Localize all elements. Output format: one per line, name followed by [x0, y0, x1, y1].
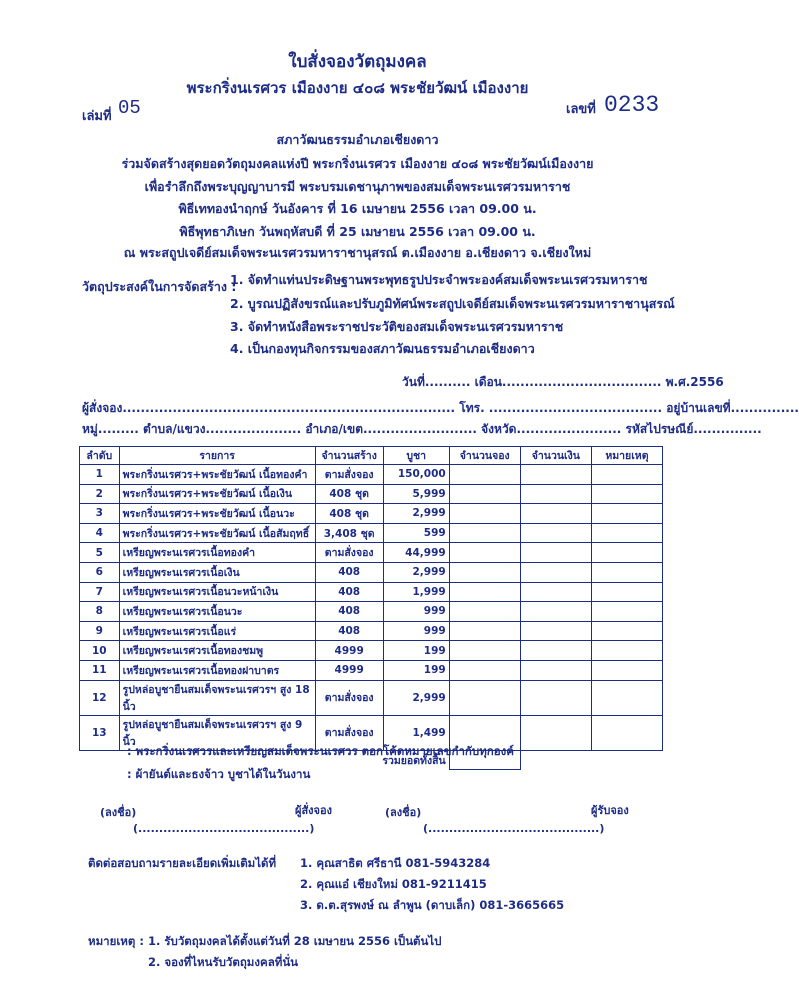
row-item-name: รูปหล่อบูชายืนสมเด็จพระนเรศวรฯ สูง 18 นิ้ว [119, 680, 315, 715]
purpose-item-3: 3. จัดทำหนังสือพระราชประวัติของสมเด็จพระนเรศวรมหาราช [230, 319, 564, 334]
row-remark-cell[interactable] [591, 465, 662, 485]
row-remark-cell[interactable] [591, 562, 662, 582]
row-remark-cell[interactable] [591, 543, 662, 563]
row-item-name: เหรียญพระนเรศวรเนื้อทองคำ [119, 543, 315, 563]
row-production-qty: 4999 [315, 660, 383, 680]
date-field[interactable]: วันที่.......... เดือน................................... พ.ศ.2556 [402, 375, 724, 389]
row-amount-cell[interactable] [520, 465, 591, 485]
purpose-item-4: 4. เป็นกองทุนกิจกรรมของสภาวัฒนธรรมอำเภอเชียงดาว [230, 341, 535, 356]
remark-2: 2. จองที่ไหนรับวัตถุมงคลที่นั่น [148, 955, 299, 969]
row-number: 5 [80, 543, 120, 563]
row-amount-cell[interactable] [520, 621, 591, 641]
row-price: 1,499 [383, 715, 449, 750]
table-row [80, 543, 663, 563]
document-number-label: เลขที่ [566, 102, 596, 117]
column-header-no: ลำดับ [80, 447, 120, 465]
book-number-label: เล่มที่ [82, 109, 112, 124]
row-item-name: เหรียญพระนเรศวรเนื้อทองชมพู [119, 641, 315, 661]
purpose-item-2: 2. บูรณปฏิสังขรณ์และปรับภูมิทัศน์พระสถูปเจดีย์สมเด็จพระนเรศวรมหาราชานุสรณ์ [230, 296, 675, 311]
row-price: 199 [383, 660, 449, 680]
row-item-name: พระกริ่งนเรศวร+พระชัยวัฒน์ เนื้อสัมฤทธิ์ [119, 523, 315, 543]
row-item-name: รูปหล่อบูชายืนสมเด็จพระนเรศวรฯ สูง 9 นิ้ว [119, 715, 315, 750]
row-booked-qty-cell[interactable] [449, 504, 520, 524]
row-production-qty: ตามสั่งจอง [315, 543, 383, 563]
row-price: 2,999 [383, 504, 449, 524]
row-booked-qty-cell[interactable] [449, 660, 520, 680]
table-row [80, 562, 663, 582]
remarks-label: หมายเหตุ : [88, 934, 144, 948]
row-price: 150,000 [383, 465, 449, 485]
purpose-label: วัตถุประสงค์ในการจัดสร้าง : [82, 279, 237, 294]
row-booked-qty-cell[interactable] [449, 582, 520, 602]
row-remark-cell[interactable] [591, 523, 662, 543]
row-amount-cell[interactable] [520, 504, 591, 524]
row-number: 11 [80, 660, 120, 680]
row-production-qty: 408 ชุด [315, 504, 383, 524]
purpose-item-1: 1. จัดทำแท่นประดิษฐานพระพุทธรูปประจำพระองค์สมเด็จพระนเรศวรมหาราช [230, 272, 648, 287]
row-production-qty: 408 [315, 582, 383, 602]
column-header-quantity: จำนวนสร้าง [315, 447, 383, 465]
column-header-remark: หมายเหตุ [591, 447, 662, 465]
order-table [79, 446, 663, 770]
row-booked-qty-cell[interactable] [449, 484, 520, 504]
ceremony-casting: พิธีเททองนำฤกษ์ วันอังคาร ที่ 16 เมษายน 2556 เวลา 09.00 น. [178, 201, 537, 216]
row-number: 4 [80, 523, 120, 543]
document-subtitle: พระกริ่งนเรศวร เมืองงาย ๔๐๘ พระชัยวัฒน์ เมืองงาย [186, 79, 529, 97]
row-number: 6 [80, 562, 120, 582]
row-production-qty: 408 ชุด [315, 484, 383, 504]
table-header-row [80, 447, 663, 465]
column-header-price: บูชา [383, 447, 449, 465]
row-remark-cell[interactable] [591, 660, 662, 680]
row-price: 999 [383, 621, 449, 641]
column-header-amount: จำนวนเงิน [520, 447, 591, 465]
row-remark-cell[interactable] [591, 621, 662, 641]
row-amount-cell[interactable] [520, 562, 591, 582]
row-remark-cell[interactable] [591, 484, 662, 504]
row-remark-cell[interactable] [591, 504, 662, 524]
address-field[interactable]: หมู่......... ตำบล/แขวง..................... อำเภอ/เขต......................... จังหวัด....................... รหัสไปรษณีย์............... [82, 422, 762, 436]
row-production-qty: 3,408 ชุด [315, 523, 383, 543]
row-number: 12 [80, 680, 120, 715]
row-price: 2,999 [383, 680, 449, 715]
row-production-qty: ตามสั่งจอง [315, 680, 383, 715]
row-production-qty: ตามสั่งจอง [315, 715, 383, 750]
row-amount-cell[interactable] [520, 602, 591, 622]
row-number: 1 [80, 465, 120, 485]
contact-person-1: 1. คุณสาธิต ศรีธานี 081-5943284 [300, 856, 491, 870]
row-amount-cell[interactable] [520, 582, 591, 602]
row-item-name: พระกริ่งนเรศวร+พระชัยวัฒน์ เนื้อเงิน [119, 484, 315, 504]
receiver-signature-blank[interactable]: (.........................................) [423, 822, 605, 835]
orderer-field[interactable]: ผู้สั่งจอง......................................................................... โทร. ...................................... อยู่บ้านเลขที่............... [82, 401, 799, 415]
row-item-name: เหรียญพระนเรศวรเนื้อแร่ [119, 621, 315, 641]
orderer-signature-blank[interactable]: (.........................................) [133, 822, 315, 835]
receiver-title: ผู้รับจอง [591, 804, 629, 817]
row-booked-qty-cell[interactable] [449, 562, 520, 582]
orderer-sign-label: (ลงชื่อ) [100, 806, 137, 819]
row-price: 5,999 [383, 484, 449, 504]
note-2: : ผ้ายันต์และธงจ้าว บูชาได้ในวันงาน [127, 767, 311, 781]
receiver-sign-label: (ลงชื่อ) [385, 806, 422, 819]
note-1: : พระกริ่งนเรศวรและเหรียญสมเด็จพระนเรศวร ตอกโค้ดหมายเลขกำกับทุกองค์ [127, 744, 514, 758]
table-row [80, 523, 663, 543]
column-header-booked: จำนวนจอง [449, 447, 520, 465]
table-row [80, 465, 663, 485]
table-row [80, 660, 663, 680]
intro-line-1: ร่วมจัดสร้างสุดยอดวัตถุมงคลแห่งปี พระกริ่งนเรศวร เมืองงาย ๔๐๘ พระชัยวัฒน์เมืองงาย [121, 156, 594, 171]
row-booked-qty-cell[interactable] [449, 543, 520, 563]
row-booked-qty-cell[interactable] [449, 602, 520, 622]
table-row [80, 602, 663, 622]
ceremony-location: ณ พระสถูปเจดีย์สมเด็จพระนเรศวรมหาราชานุสรณ์ ต.เมืองงาย อ.เชียงดาว จ.เชียงใหม่ [123, 245, 592, 260]
table-row [80, 504, 663, 524]
row-item-name: เหรียญพระนเรศวรเนื้อนวะหน้าเงิน [119, 582, 315, 602]
row-number: 10 [80, 641, 120, 661]
row-production-qty: 408 [315, 562, 383, 582]
row-booked-qty-cell[interactable] [449, 641, 520, 661]
row-amount-cell[interactable] [520, 523, 591, 543]
contact-person-3: 3. ด.ต.สุรพงษ์ ณ ลำพูน (ดาบเล็ก) 081-3665665 [300, 898, 565, 912]
row-price: 999 [383, 602, 449, 622]
contact-label: ติดต่อสอบถามรายละเอียดเพิ่มเติมได้ที่ [88, 856, 277, 870]
row-price: 199 [383, 641, 449, 661]
book-number: 05 [118, 97, 141, 119]
row-item-name: พระกริ่งนเรศวร+พระชัยวัฒน์ เนื้อทองคำ [119, 465, 315, 485]
document-number: 0233 [604, 92, 660, 118]
row-production-qty: 408 [315, 602, 383, 622]
contact-person-2: 2. คุณแอ๋ เชียงใหม่ 081-9211415 [300, 877, 487, 891]
row-amount-cell[interactable] [520, 641, 591, 661]
row-item-name: เหรียญพระนเรศวรเนื้อนวะ [119, 602, 315, 622]
table-row [80, 582, 663, 602]
table-row [80, 641, 663, 661]
row-item-name: เหรียญพระนเรศวรเนื้อทองฝาบาตร [119, 660, 315, 680]
table-row [80, 484, 663, 504]
row-price: 599 [383, 523, 449, 543]
row-amount-cell[interactable] [520, 543, 591, 563]
ceremony-consecration: พิธีพุทธาภิเษก วันพฤหัสบดี ที่ 25 เมษายน 2556 เวลา 09.00 น. [179, 224, 536, 239]
row-number: 3 [80, 504, 120, 524]
row-booked-qty-cell[interactable] [449, 465, 520, 485]
row-price: 44,999 [383, 543, 449, 563]
row-production-qty: ตามสั่งจอง [315, 465, 383, 485]
row-remark-cell[interactable] [591, 582, 662, 602]
row-item-name: พระกริ่งนเรศวร+พระชัยวัฒน์ เนื้อนวะ [119, 504, 315, 524]
row-remark-cell[interactable] [591, 602, 662, 622]
row-amount-cell[interactable] [520, 484, 591, 504]
row-price: 1,999 [383, 582, 449, 602]
row-remark-cell[interactable] [591, 680, 662, 715]
row-number: 7 [80, 582, 120, 602]
remark-1: 1. รับวัตถุมงคลได้ตั้งแต่วันที่ 28 เมษายน 2556 เป็นต้นไป [148, 934, 442, 948]
row-number: 8 [80, 602, 120, 622]
column-header-item: รายการ [119, 447, 315, 465]
row-remark-cell[interactable] [591, 715, 662, 750]
row-price: 2,999 [383, 562, 449, 582]
row-number: 13 [80, 715, 120, 750]
intro-line-2: เพื่อรำลึกถึงพระบุญญาบารมี พระบรมเดชานุภาพของสมเด็จพระนเรศวรมหาราช [144, 179, 571, 194]
organizer-name: สภาวัฒนธรรมอำเภอเชียงดาว [276, 132, 439, 147]
row-amount-cell[interactable] [520, 680, 591, 715]
row-production-qty: 408 [315, 621, 383, 641]
row-booked-qty-cell[interactable] [449, 621, 520, 641]
orderer-title: ผู้สั่งจอง [295, 804, 332, 817]
row-item-name: เหรียญพระนเรศวรเนื้อเงิน [119, 562, 315, 582]
row-amount-cell[interactable] [520, 660, 591, 680]
row-amount-cell[interactable] [520, 715, 591, 750]
row-number: 2 [80, 484, 120, 504]
row-booked-qty-cell[interactable] [449, 523, 520, 543]
row-remark-cell[interactable] [591, 641, 662, 661]
table-row [80, 621, 663, 641]
total-label: รวมยอดทั้งสิ้น [315, 750, 449, 770]
row-booked-qty-cell[interactable] [449, 680, 520, 715]
document-title: ใบสั่งจองวัตถุมงคล [288, 52, 427, 72]
row-number: 9 [80, 621, 120, 641]
row-production-qty: 4999 [315, 641, 383, 661]
table-row [80, 680, 663, 715]
